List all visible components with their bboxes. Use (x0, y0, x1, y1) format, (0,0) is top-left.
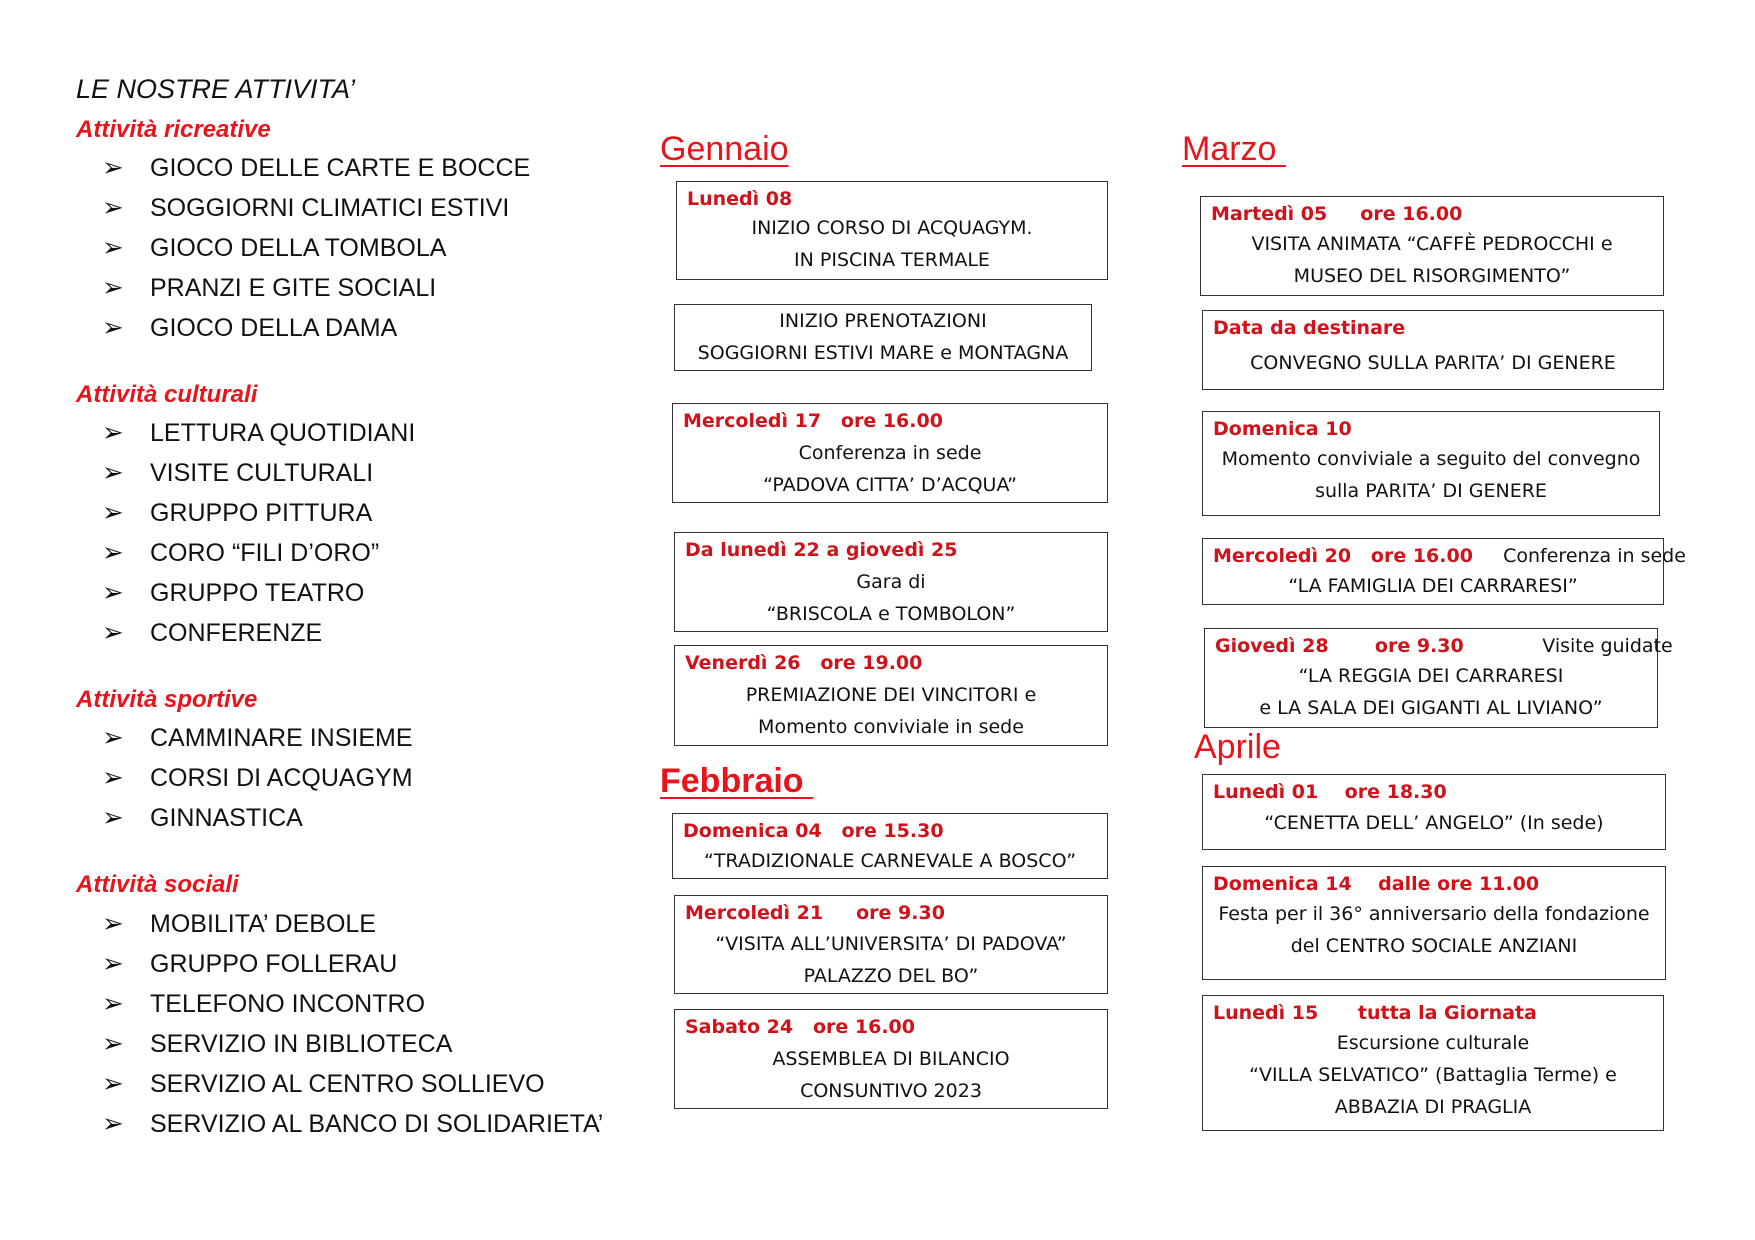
arrow-bullet-icon: ➢ (102, 1108, 124, 1138)
list-item: ➢ SERVIZIO AL CENTRO SOLLIEVO (102, 1068, 545, 1098)
event-card (674, 645, 1108, 746)
event-line: CONSUNTIVO 2023 (800, 1080, 982, 1102)
arrow-bullet-icon: ➢ (102, 192, 124, 222)
arrow-bullet-icon: ➢ (102, 617, 124, 647)
event-card (672, 813, 1108, 879)
event-line: SOGGIORNI ESTIVI MARE e MONTAGNA (697, 342, 1069, 364)
event-line: “LA REGGIA DEI CARRARESI (1298, 665, 1564, 687)
event-card (1202, 995, 1664, 1131)
event-date: Mercoledì 21 ore 9.30 (685, 902, 945, 924)
event-card (676, 181, 1108, 280)
event-line: Escursione culturale (1336, 1032, 1530, 1054)
arrow-bullet-icon: ➢ (102, 722, 124, 752)
event-card (674, 895, 1108, 994)
event-line: INIZIO CORSO DI ACQUAGYM. (751, 217, 1033, 239)
event-line: ABBAZIA DI PRAGLIA (1334, 1096, 1532, 1118)
list-item: ➢ SOGGIORNI CLIMATICI ESTIVI (102, 192, 510, 222)
event-card (1202, 310, 1664, 390)
arrow-bullet-icon: ➢ (102, 908, 124, 938)
event-date: Venerdì 26 ore 19.00 (685, 652, 923, 674)
event-date: Domenica 14 dalle ore 11.00 (1213, 873, 1540, 895)
event-line: Gara di (856, 571, 926, 593)
list-item: ➢ GINNASTICA (102, 802, 303, 832)
event-date: Data da destinare (1213, 317, 1406, 339)
list-item: ➢ GRUPPO PITTURA (102, 497, 373, 527)
arrow-bullet-icon: ➢ (102, 312, 124, 342)
section-title-sociali: Attività sociali (76, 871, 239, 898)
event-line: “LA FAMIGLIA DEI CARRARESI” (1288, 575, 1578, 597)
event-line: “PADOVA CITTA’ D’ACQUA” (763, 474, 1017, 496)
arrow-bullet-icon: ➢ (102, 457, 124, 487)
list-item: ➢ CORSI DI ACQUAGYM (102, 762, 413, 792)
event-line: MUSEO DEL RISORGIMENTO” (1293, 265, 1571, 287)
event-card (1202, 538, 1686, 605)
event-line: “CENETTA DELL’ ANGELO” (In sede) (1264, 812, 1604, 834)
event-date: Lunedì 08 (687, 188, 793, 210)
event-line: Festa per il 36° anniversario della fondazione (1218, 903, 1650, 925)
list-item: ➢ CONFERENZE (102, 617, 323, 647)
list-item: ➢ GRUPPO TEATRO (102, 577, 365, 607)
arrow-bullet-icon: ➢ (102, 988, 124, 1018)
event-line: Momento conviviale in sede (758, 716, 1024, 738)
event-card (1202, 411, 1660, 516)
list-item: ➢ GIOCO DELLA TOMBOLA (102, 232, 447, 262)
list-item: ➢ CAMMINARE INSIEME (102, 722, 413, 752)
event-line: “TRADIZIONALE CARNEVALE A BOSCO” (703, 850, 1077, 872)
arrow-bullet-icon: ➢ (102, 1028, 124, 1058)
arrow-bullet-icon: ➢ (102, 232, 124, 262)
event-line: “VILLA SELVATICO” (Battaglia Terme) e (1249, 1064, 1617, 1086)
event-card (674, 532, 1108, 632)
event-date: Mercoledì 20 ore 16.00 Conferenza in sede (1213, 545, 1686, 567)
section-title-sportive: Attività sportive (76, 686, 258, 713)
event-line: ASSEMBLEA DI BILANCIO (772, 1048, 1010, 1070)
event-date: Da lunedì 22 a giovedì 25 (685, 539, 958, 561)
month-heading-marzo: Marzo (1182, 130, 1286, 168)
event-date: Lunedì 01 ore 18.30 (1213, 781, 1447, 803)
event-date: Domenica 04 ore 15.30 (683, 820, 944, 842)
section-title-culturali: Attività culturali (76, 381, 258, 408)
event-line: INIZIO PRENOTAZIONI (779, 310, 987, 332)
event-card (1200, 196, 1664, 296)
list-item: ➢ GIOCO DELLA DAMA (102, 312, 398, 342)
event-line: Conferenza in sede (798, 442, 982, 464)
event-card (1204, 628, 1673, 728)
arrow-bullet-icon: ➢ (102, 802, 124, 832)
event-date: Sabato 24 ore 16.00 (685, 1016, 915, 1038)
event-card (674, 304, 1092, 371)
event-date: Martedì 05 ore 16.00 (1211, 203, 1463, 225)
arrow-bullet-icon: ➢ (102, 762, 124, 792)
event-card (672, 403, 1108, 503)
event-date: Domenica 10 (1213, 418, 1352, 440)
event-line: IN PISCINA TERMALE (794, 249, 990, 271)
list-item: ➢ LETTURA QUOTIDIANI (102, 417, 416, 447)
event-line: VISITA ANIMATA “CAFFÈ PEDROCCHI e (1251, 233, 1613, 255)
event-line: del CENTRO SOCIALE ANZIANI (1290, 935, 1578, 957)
event-date: Lunedì 15 tutta la Giornata (1213, 1002, 1537, 1024)
month-heading-aprile: Aprile (1194, 728, 1281, 766)
month-heading-febbraio: Febbraio (660, 762, 814, 800)
event-date: Giovedì 28 ore 9.30 Visite guidate (1215, 635, 1673, 657)
arrow-bullet-icon: ➢ (102, 417, 124, 447)
list-item: ➢ SERVIZIO IN BIBLIOTECA (102, 1028, 453, 1058)
event-line: CONVEGNO SULLA PARITA’ DI GENERE (1250, 352, 1616, 374)
list-item: ➢ SERVIZIO AL BANCO DI SOLIDARIETA’ (102, 1108, 604, 1138)
list-item: ➢ VISITE CULTURALI (102, 457, 374, 487)
event-line: “BRISCOLA e TOMBOLON” (766, 603, 1016, 625)
month-heading-gennaio: Gennaio (660, 130, 789, 168)
arrow-bullet-icon: ➢ (102, 537, 124, 567)
list-item: ➢ MOBILITA’ DEBOLE (102, 908, 376, 938)
event-line: Momento conviviale a seguito del convegno (1221, 448, 1641, 470)
arrow-bullet-icon: ➢ (102, 152, 124, 182)
list-item: ➢ TELEFONO INCONTRO (102, 988, 426, 1018)
arrow-bullet-icon: ➢ (102, 1068, 124, 1098)
page-title: LE NOSTRE ATTIVITA’ (76, 74, 356, 104)
event-card (1202, 774, 1666, 850)
arrow-bullet-icon: ➢ (102, 577, 124, 607)
event-line: PREMIAZIONE DEI VINCITORI e (745, 684, 1037, 706)
list-item: ➢ PRANZI E GITE SOCIALI (102, 272, 437, 302)
event-card (674, 1009, 1108, 1109)
event-line: “VISITA ALL’UNIVERSITA’ DI PADOVA” (715, 933, 1067, 955)
event-line: sulla PARITA’ DI GENERE (1315, 480, 1547, 502)
section-title-ricreative: Attività ricreative (76, 116, 271, 143)
arrow-bullet-icon: ➢ (102, 272, 124, 302)
list-item: ➢ GIOCO DELLE CARTE E BOCCE (102, 152, 531, 182)
list-item: ➢ GRUPPO FOLLERAU (102, 948, 398, 978)
arrow-bullet-icon: ➢ (102, 497, 124, 527)
event-line: e LA SALA DEI GIGANTI AL LIVIANO” (1259, 697, 1603, 719)
event-date: Mercoledì 17 ore 16.00 (683, 410, 943, 432)
arrow-bullet-icon: ➢ (102, 948, 124, 978)
event-card (1202, 866, 1666, 980)
event-line: PALAZZO DEL BO” (803, 965, 979, 987)
list-item: ➢ CORO “FILI D’ORO” (102, 537, 380, 567)
